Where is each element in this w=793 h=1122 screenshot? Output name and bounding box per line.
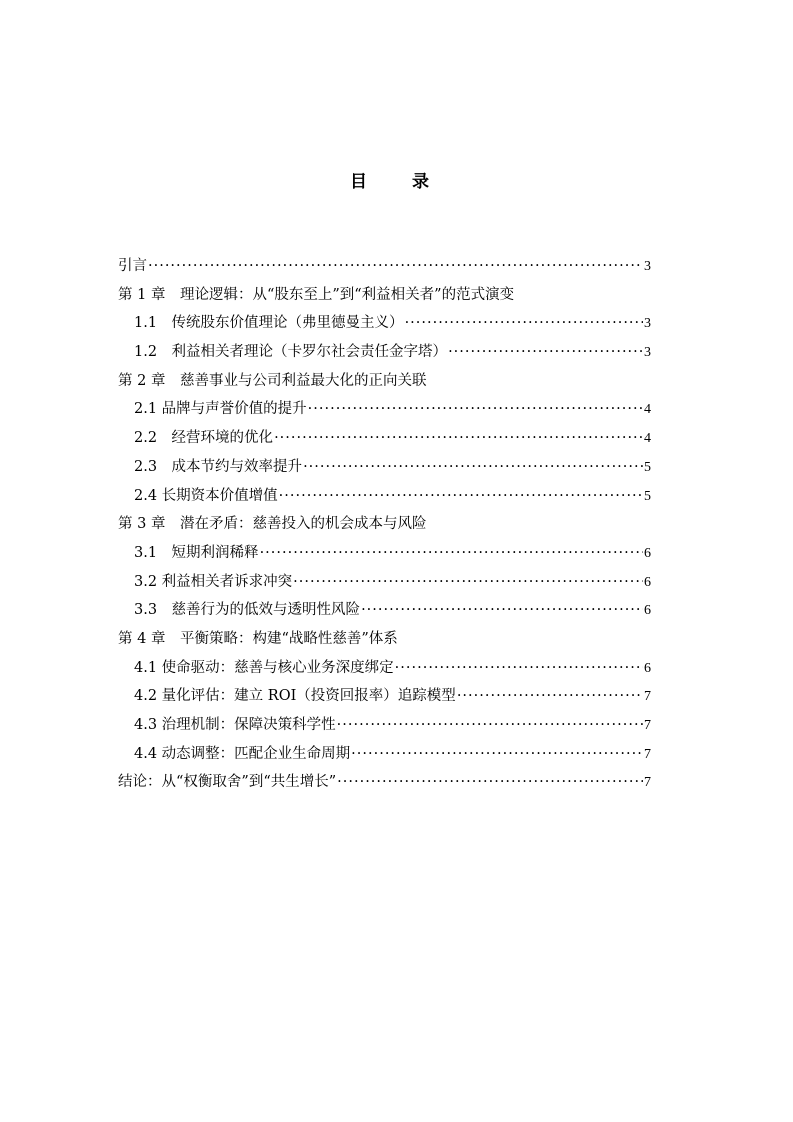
toc-chapter-entry[interactable] xyxy=(118,625,653,654)
toc-entry-label: 2.1 品牌与声誉价值的提升 xyxy=(134,401,307,418)
toc-page-number: 6 xyxy=(644,660,651,676)
toc-entry-label: 第 3 章 潜在矛盾：慈善投入的机会成本与风险 xyxy=(118,516,427,533)
toc-page-number: 3 xyxy=(644,316,651,332)
toc-page-number: 5 xyxy=(644,488,651,504)
toc-page-number: 7 xyxy=(644,689,651,705)
toc-leader-dots xyxy=(351,740,643,769)
toc-leader-dots xyxy=(405,309,643,338)
toc-entry-label: 3.1 短期利润稀释 xyxy=(134,544,259,561)
toc-entry-label: 2.2 经营环境的优化 xyxy=(134,430,274,447)
toc-section-entry[interactable] xyxy=(118,711,653,740)
toc-section-entry[interactable] xyxy=(118,453,653,482)
toc-leader-dots xyxy=(279,482,643,511)
toc-leader-dots xyxy=(395,654,643,683)
toc-leader-dots xyxy=(337,711,643,740)
toc-entry-label: 2.3 成本节约与效率提升 xyxy=(134,458,303,475)
toc-leader-dots xyxy=(337,768,643,797)
toc-section-entry[interactable] xyxy=(118,395,653,424)
toc-chapter-entry[interactable] xyxy=(118,768,653,797)
toc-entry-label: 3.2 利益相关者诉求冲突 xyxy=(134,573,293,590)
toc-page-number: 6 xyxy=(644,545,651,561)
toc-entry-label: 3.3 慈善行为的低效与透明性风险 xyxy=(134,602,361,619)
toc-page-number: 7 xyxy=(644,746,651,762)
toc-page-number: 4 xyxy=(644,402,651,418)
toc-leader-dots xyxy=(260,539,643,568)
toc-section-entry[interactable] xyxy=(118,654,653,683)
toc-chapter-entry[interactable] xyxy=(118,252,653,281)
toc-entry-label: 第 2 章 慈善事业与公司利益最大化的正向关联 xyxy=(118,372,427,389)
toc-section-entry[interactable] xyxy=(118,596,653,625)
toc-section-entry[interactable] xyxy=(118,482,653,511)
toc-chapter-entry[interactable] xyxy=(118,510,653,539)
toc-leader-dots xyxy=(448,338,643,367)
toc-entry-label: 第 4 章 平衡策略：构建“战略性慈善”体系 xyxy=(118,630,398,647)
toc-leader-dots xyxy=(308,395,643,424)
toc-entry-label: 4.3 治理机制：保障决策科学性 xyxy=(134,717,336,733)
toc-entry-label: 结论：从“权衡取舍”到“共生增长” xyxy=(118,774,337,791)
toc-section-entry[interactable] xyxy=(118,309,653,338)
toc-leader-dots xyxy=(361,596,643,625)
toc-section-entry[interactable] xyxy=(118,424,653,453)
toc-entry-label: 4.2 量化评估：建立 ROI（投资回报率）追踪模型 xyxy=(134,688,456,705)
toc-leader-dots xyxy=(274,424,643,453)
toc-page-number: 5 xyxy=(644,459,651,475)
toc-leader-dots xyxy=(303,453,643,482)
toc-entry-label: 4.1 使命驱动：慈善与核心业务深度绑定 xyxy=(134,659,394,676)
toc-leader-dots xyxy=(148,252,643,281)
toc-entry-label: 4.4 动态调整：匹配企业生命周期 xyxy=(134,745,351,762)
toc-page-number: 4 xyxy=(644,431,651,447)
toc-page-number: 7 xyxy=(644,718,651,733)
toc-page-number: 7 xyxy=(644,775,651,791)
toc-page-number: 6 xyxy=(644,574,651,590)
toc-chapter-entry[interactable] xyxy=(118,367,653,396)
toc-leader-dots xyxy=(293,568,643,597)
toc-section-entry[interactable] xyxy=(118,539,653,568)
toc-entry-label: 1.2 利益相关者理论（卡罗尔社会责任金字塔） xyxy=(134,344,448,361)
toc-section-entry[interactable] xyxy=(118,568,653,597)
toc-page-number: 3 xyxy=(644,259,651,274)
toc-entry-label: 2.4 长期资本价值增值 xyxy=(134,487,278,504)
toc-entry-label: 引言 xyxy=(118,258,147,274)
page-title: 目 录 xyxy=(350,172,443,192)
toc-page-number: 6 xyxy=(644,603,651,619)
toc-entry-label: 1.1 传统股东价值理论（弗里德曼主义） xyxy=(134,315,404,332)
toc-entry-label: 第 1 章 理论逻辑：从“股东至上”到“利益相关者”的范式演变 xyxy=(118,286,515,303)
toc-section-entry[interactable] xyxy=(118,682,653,711)
table-of-contents xyxy=(118,252,653,797)
toc-chapter-entry[interactable] xyxy=(118,281,653,310)
toc-leader-dots xyxy=(457,682,643,711)
toc-section-entry[interactable] xyxy=(118,740,653,769)
toc-page-number: 3 xyxy=(644,345,651,361)
toc-section-entry[interactable] xyxy=(118,338,653,367)
